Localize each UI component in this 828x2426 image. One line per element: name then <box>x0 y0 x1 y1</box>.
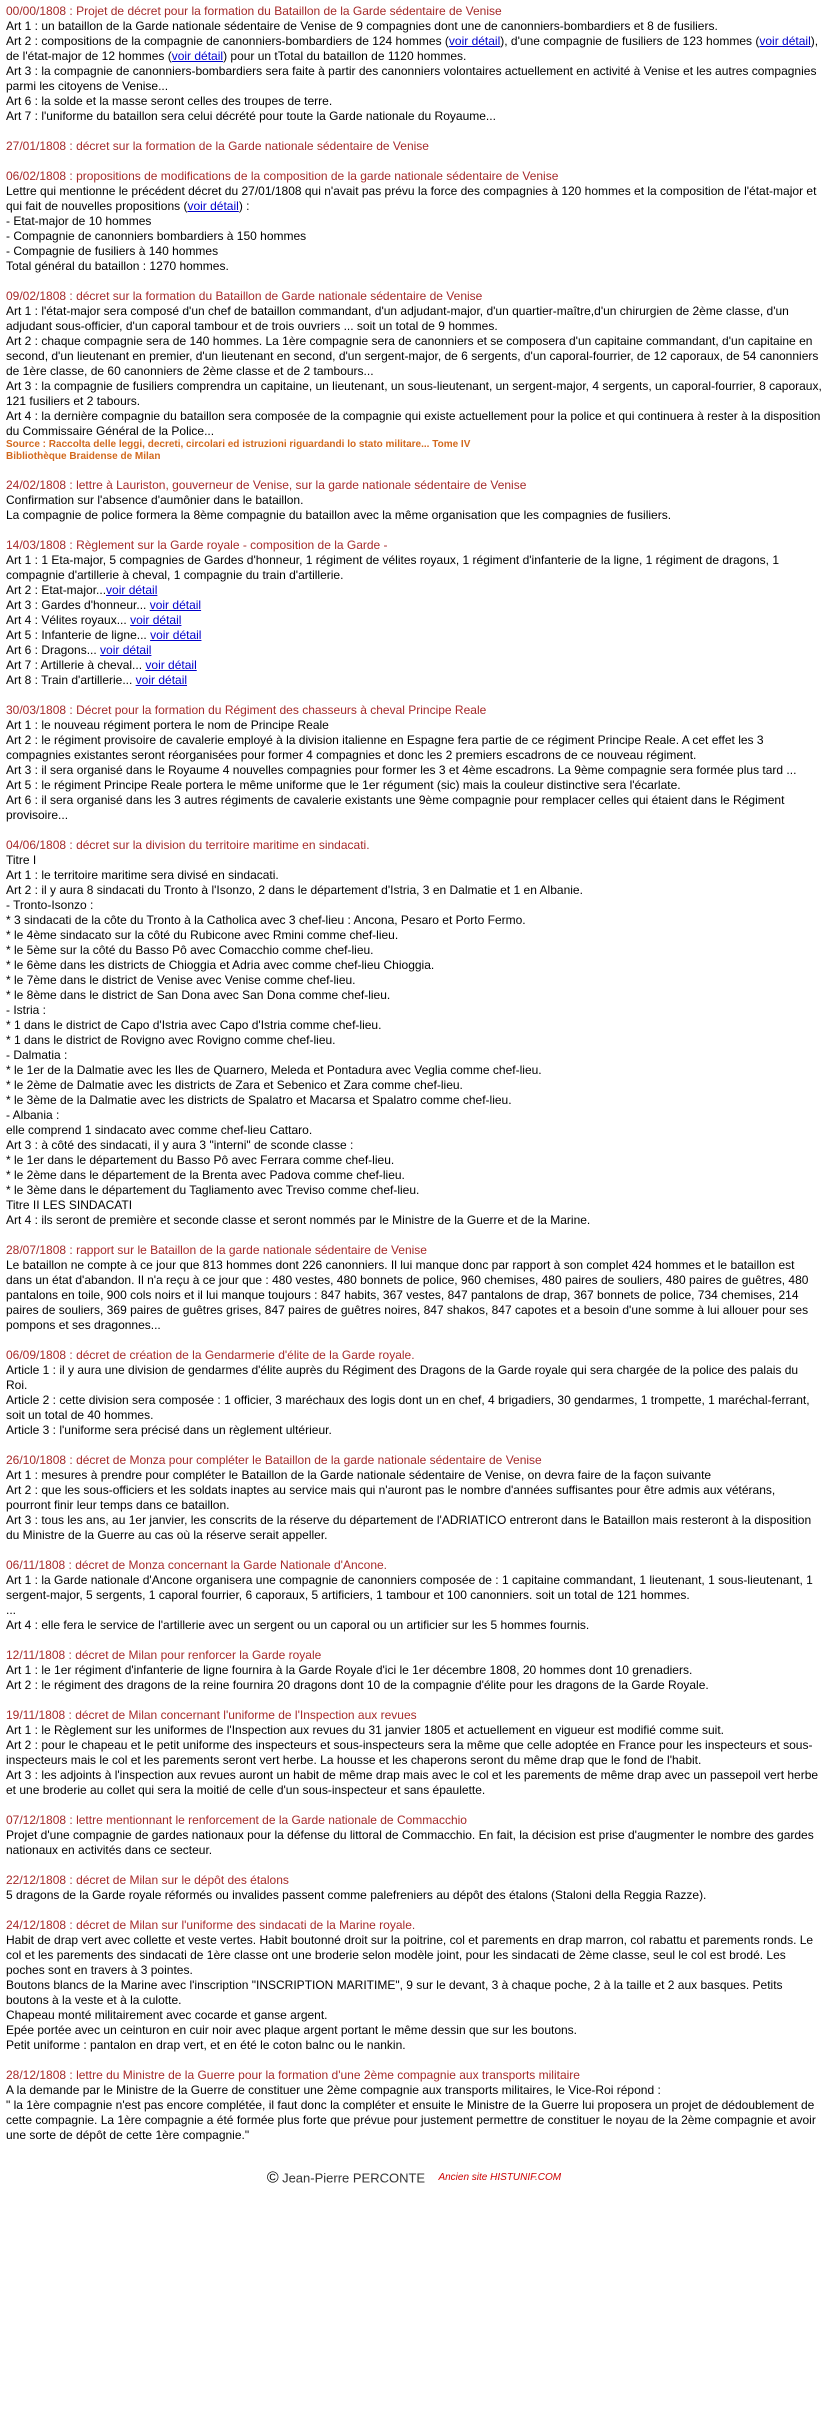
entry-line: * le 4ème sindacato sur la côté du Rubicone avec Rmini comme chef-lieu. <box>6 928 399 942</box>
entry-line: ... <box>6 1603 17 1617</box>
entry-date: 22/12/1808 <box>6 1873 67 1887</box>
line-segment: Art 3 : Gardes d'honneur... <box>6 598 150 612</box>
entry-line: Art 4 : elle fera le service de l'artillerie avec un sergent ou un caporal ou un artificier sur les 5 hommes fournis. <box>6 1618 590 1632</box>
entry-date: 06/11/1808 <box>6 1558 66 1572</box>
entry-line: Art 3 : les adjoints à l'inspection aux revues auront un habit de même drap mais avec le col et les parements de même drap avec un passepoil vert herbe et une broderie au collet qui sera la moitié de celle d'un sous-inspecteur et sans épaulette. <box>6 1768 819 1797</box>
entry-title-text: rapport sur le Bataillon de la garde nationale sédentaire de Venise <box>76 1243 427 1257</box>
entry-line: " la 1ère compagnie n'est pas encore complétée, il faut donc la compléter et ensuite le Ministre de la Guerre lui proposera un projet de dédoublement de cette compagnie. La 1ère compagnie a été formée plus forte que prévue pour justement permettre de constituer le noyau de la 2ème compagnie et avoir une sorte de dépôt de cette 1ère compagnie." <box>6 2098 816 2142</box>
decree-entry <box>6 838 822 1228</box>
decree-entry <box>6 478 822 523</box>
title-separator: : <box>66 1348 77 1362</box>
decree-entry <box>6 1348 822 1438</box>
entry-title <box>6 169 822 184</box>
entry-line: - Etat-major de 10 hommes <box>6 214 152 228</box>
entry-line: Art 2 : chaque compagnie sera de 140 hommes. La 1ère compagnie sera de canonniers et se composera d'un capitaine commandant, d'un capitaine en second, d'un lieutenant en premier, d'un lieutenant en second, d'un sergent-major, de 6 sergents, d'un caporal-fourrier, de 12 caporaux, de 54 canonniers de 1ère classe, de 60 canonniers de 2ème classe et de 2 tambours... <box>6 334 819 378</box>
entry-date: 30/03/1808 <box>6 703 67 717</box>
line-segment: Art 4 : Vélites royaux... <box>6 613 131 627</box>
entry-line: Petit uniforme : pantalon en drap vert, et en été le coton balnc ou le nankin. <box>6 2038 406 2052</box>
entry-line: Art 4 : la dernière compagnie du bataillon sera composée de la compagnie qui existe actuellement pour la police et qui continuera à rester à la disposition du Commissaire Général de la Police... <box>6 409 821 438</box>
entry-line: Art 7 : l'uniforme du bataillon sera celui décrété pour toute la Garde nationale du Royaume... <box>6 109 496 123</box>
line-segment: Art 8 : Train d'artillerie... <box>6 673 136 687</box>
decree-entry <box>6 703 822 823</box>
entry-line: Article 3 : l'uniforme sera précisé dans un règlement ultérieur. <box>6 1423 332 1437</box>
title-separator: : <box>66 703 77 717</box>
entry-line: Art 1 : 1 Eta-major, 5 compagnies de Gardes d'honneur, 1 régiment de vélites royaux, 1 régiment d'infanterie de la ligne, 1 régiment de dragons, 1 compagnie d'artillerie à cheval, 1 compagnie du train d'artillerie. <box>6 553 780 582</box>
entry-line: Art 1 : l'état-major sera composé d'un chef de bataillon commandant, d'un adjudant-major, d'un quartier-maître,d'un chirurgien de 2ème classe, d'un adjudant sous-officier, d'un caporal tambour et de trois ouvriers ... soit un total de 9 hommes. <box>6 304 789 333</box>
entry-line: - Albania : <box>6 1108 60 1122</box>
entry-line: 5 dragons de la Garde royale réformés ou invalides passent comme palefreniers au dépôt des étalons (Staloni della Reggia Razze). <box>6 1888 707 1902</box>
entry-title <box>6 1243 822 1258</box>
line-segment: Art 7 : Artillerie à cheval... <box>6 658 146 672</box>
entry-date: 24/12/1808 <box>6 1918 67 1932</box>
line-segment: Art 2 : Etat-major... <box>6 583 107 597</box>
voir-detail-link[interactable]: voir détail <box>106 583 158 597</box>
title-separator: : <box>66 169 77 183</box>
entry-line: Art 3 : il sera organisé dans le Royaume 4 nouvelles compagnies pour former les 3 et 4ème escadrons. La 9ème compagnie sera formée plus tard ... <box>6 763 797 777</box>
entry-line: Titre II LES SINDACATI <box>6 1198 133 1212</box>
entry-line: * le 3ème dans le département du Tagliamento avec Treviso comme chef-lieu. <box>6 1183 420 1197</box>
entry-line: * 1 dans le district de Rovigno avec Rovigno comme chef-lieu. <box>6 1033 336 1047</box>
entry-title <box>6 538 822 553</box>
decree-entry <box>6 169 822 274</box>
entry-date: 27/01/1808 <box>6 139 67 153</box>
entry-title-text: décret de Monza concernant la Garde Nationale d'Ancone. <box>75 1558 388 1572</box>
entry-title-text: Projet de décret pour la formation du Bataillon de la Garde sédentaire de Venise <box>76 4 502 18</box>
entry-title <box>6 1558 822 1573</box>
voir-detail-link[interactable]: voir détail <box>130 613 182 627</box>
entry-title-text: lettre à Lauriston, gouverneur de Venise, sur la garde nationale sédentaire de Venise <box>76 478 527 492</box>
decree-entry <box>6 538 822 688</box>
entry-title <box>6 703 822 718</box>
entry-date: 28/12/1808 <box>6 2068 67 2082</box>
entry-line: - Compagnie de fusiliers à 140 hommes <box>6 244 219 258</box>
entry-title-text: décret de Milan concernant l'uniforme de l'Inspection aux revues <box>75 1708 417 1722</box>
entry-line: Art 1 : la Garde nationale d'Ancone organisera une compagnie de canonniers composée de : 1 capitaine commandant, 1 lieutenant, 1 sous-lieutenant, 1 sergent-major, 5 sergents, 1 caporal fourrier, 6 caporaux, 5 artificiers, 1 tambour et 100 canonniers. soit un total de 121 hommes. <box>6 1573 813 1602</box>
entry-title <box>6 1873 822 1888</box>
line-segment: ) pour un tTotal du bataillon de 1120 hommes. <box>223 49 467 63</box>
source-note: Source : Raccolta delle leggi, decreti, circolari ed istruzioni riguardandi lo stato militare... Tome IV <box>6 439 471 450</box>
entry-line: Art 6 : la solde et la masse seront celles des troupes de terre. <box>6 94 333 108</box>
line-segment: ), de l'état-major de 12 hommes ( <box>6 34 819 63</box>
voir-detail-link[interactable]: voir détail <box>171 49 224 63</box>
entry-title-text: décret de création de la Gendarmerie d'élite de la Garde royale. <box>76 1348 415 1362</box>
title-separator: : <box>65 1648 76 1662</box>
title-separator: : <box>66 1813 77 1827</box>
entry-line: Article 2 : cette division sera composée : 1 officier, 3 maréchaux des logis dont un en chef, 4 brigadiers, 30 gendarmes, 1 trompette, 1 maréchal-ferrant, soit un total de 40 hommes. <box>6 1393 810 1422</box>
entry-line: Art 2 : que les sous-officiers et les soldats inaptes au service mais qui n'auront pas le nombre d'années suffisantes pour être admis aux vétérans, pourront finir leur temps dans ce bataillon. <box>6 1483 776 1512</box>
entry-title <box>6 289 822 304</box>
entry-line: Art 1 : le territoire maritime sera divisé en sindacati. <box>6 868 279 882</box>
entry-line: Art 3 : tous les ans, au 1er janvier, les conscrits de la réserve du département de l'ADRIATICO entreront dans le Bataillon mais resteront à la disposition du Ministre de la Guerre au cas où la réserve serait appeller. <box>6 1513 812 1542</box>
entry-line: Article 1 : il y aura une division de gendarmes d'élite auprès du Régiment des Dragons de la Garde royale qui sera chargée de la police des palais du Roi. <box>6 1363 799 1392</box>
entry-line <box>6 613 822 628</box>
entry-date: 28/07/1808 <box>6 1243 67 1257</box>
line-segment: Art 5 : Infanterie de ligne... <box>6 628 151 642</box>
title-separator: : <box>66 2068 77 2082</box>
entry-line: Boutons blancs de la Marine avec l'inscription "INSCRIPTION MARITIME", 9 sur le devant, 3 à chaque poche, 2 à la taille et 2 aux basques. Petits boutons à la veste et à la culotte. <box>6 1978 783 2007</box>
entry-line: Confirmation sur l'absence d'aumônier dans le bataillon. <box>6 493 304 507</box>
decree-entry <box>6 1243 822 1333</box>
entry-line <box>6 628 822 643</box>
entry-line: Art 5 : le régiment Principe Reale portera le même uniforme que le 1er régument (sic) mais la couleur distinctive sera l'écarlate. <box>6 778 681 792</box>
decree-entry <box>6 1648 822 1693</box>
entry-line: * le 5ème sur la côté du Basso Pô avec Comacchio comme chef-lieu. <box>6 943 374 957</box>
voir-detail-link[interactable]: voir détail <box>150 628 202 642</box>
entry-title-text: Décret pour la formation du Régiment des chasseurs à cheval Principe Reale <box>76 703 487 717</box>
decree-entry <box>6 4 822 124</box>
title-separator: : <box>65 1558 76 1572</box>
entry-line <box>6 184 822 214</box>
line-segment: ) : <box>238 199 250 213</box>
entry-date: 24/02/1808 <box>6 478 67 492</box>
entry-date: 04/06/1808 <box>6 838 67 852</box>
entry-line: * le 8ème dans le district de San Dona avec San Dona comme chef-lieu. <box>6 988 391 1002</box>
line-segment: Art 6 : Dragons... <box>6 643 101 657</box>
entry-line: Chapeau monté militairement avec cocarde et ganse argent. <box>6 2008 328 2022</box>
entry-title-text: décret de Milan sur l'uniforme des sindacati de la Marine royale. <box>76 1918 416 1932</box>
decree-entry <box>6 1708 822 1798</box>
entry-line <box>6 583 822 598</box>
voir-detail-link[interactable]: voir détail <box>187 199 239 213</box>
entry-line: Art 4 : ils seront de première et seconde classe et seront nommés par le Ministre de la Guerre et de la Marine. <box>6 1213 591 1227</box>
entry-line <box>6 598 822 613</box>
entry-title-text: lettre mentionnant le renforcement de la Garde nationale de Commacchio <box>76 1813 467 1827</box>
entry-line: * 1 dans le district de Capo d'Istria avec Capo d'Istria comme chef-lieu. <box>6 1018 382 1032</box>
entry-title <box>6 1708 822 1723</box>
entry-date: 19/11/1808 <box>6 1708 66 1722</box>
entry-line: * le 1er de la Dalmatie avec les Iles de Quarnero, Meleda et Pontadura avec Veglia comme chef-lieu. <box>6 1063 542 1077</box>
entry-date: 00/00/1808 <box>6 4 67 18</box>
entry-title-text: décret sur la formation de la Garde nationale sédentaire de Venise <box>76 139 429 153</box>
entry-line: Projet d'une compagnie de gardes nationaux pour la défense du littoral de Commacchio. En fait, la décision est prise d'augmenter le nombre des gardes nationaux en activités dans ce secteur. <box>6 1828 814 1857</box>
entry-line: - Dalmatia : <box>6 1048 68 1062</box>
entry-title-text: lettre du Ministre de la Guerre pour la formation d'une 2ème compagnie aux transports militaire <box>76 2068 580 2082</box>
decree-entry <box>6 1873 822 1903</box>
entry-date: 12/11/1808 <box>6 1648 66 1662</box>
voir-detail-link[interactable]: voir détail <box>145 658 197 672</box>
footer-author: Jean-Pierre PERCONTE <box>282 2170 426 2186</box>
entry-line: - Istria : <box>6 1003 47 1017</box>
entry-title-text: décret sur la division du territoire maritime en sindacati. <box>76 838 370 852</box>
entry-date: 06/09/1808 <box>6 1348 67 1362</box>
entry-title <box>6 1648 822 1663</box>
entry-line <box>6 34 822 64</box>
decree-entry <box>6 1813 822 1858</box>
entry-line: * le 2ème dans le département de la Brenta avec Padova comme chef-lieu. <box>6 1168 405 1182</box>
entry-line: Art 2 : le régiment provisoire de cavalerie employé à la division italienne en Espagne fera partie de ce régiment Principe Reale. A cet effet les 3 compagnies existantes seront réorganisées pour former 4 compagnies et donc les 2 premiers escadrons de ce nouveau régiment. <box>6 733 764 762</box>
voir-detail-link[interactable]: voir détail <box>448 34 501 48</box>
entry-line: Titre I <box>6 853 37 867</box>
entry-line: Art 6 : il sera organisé dans les 3 autres régiments de cavalerie existants une 9ème compagnie pour remplacer celles qui étaient dans le Régiment provisoire... <box>6 793 785 822</box>
entry-line <box>6 643 822 658</box>
source-note: Bibliothèque Braidense de Milan <box>6 451 161 462</box>
voir-detail-link[interactable]: voir détail <box>100 643 152 657</box>
entry-line: Art 1 : un bataillon de la Garde nationale sédentaire de Venise de 9 compagnies dont une de canonniers-bombardiers et 8 de fusiliers. <box>6 19 718 33</box>
entry-title <box>6 1813 822 1828</box>
title-separator: : <box>66 139 77 153</box>
entry-title <box>6 1918 822 1933</box>
entry-line: Art 1 : le nouveau régiment portera le nom de Principe Reale <box>6 718 329 732</box>
decree-entry <box>6 1558 822 1633</box>
entry-title <box>6 2068 822 2083</box>
entry-title <box>6 478 822 493</box>
entry-title-text: décret de Monza pour compléter le Bataillon de la garde nationale sédentaire de Venise <box>76 1453 542 1467</box>
entry-line: A la demande par le Ministre de la Guerre de constituer une 2ème compagnie aux transports militaires, le Vice-Roi répond : <box>6 2083 661 2097</box>
entry-date: 07/12/1808 <box>6 1813 67 1827</box>
entry-title-text: décret sur la formation du Bataillon de Garde nationale sédentaire de Venise <box>76 289 483 303</box>
entry-title <box>6 139 822 154</box>
voir-detail-link[interactable]: voir détail <box>135 673 188 687</box>
entry-title-text: propositions de modifications de la composition de la garde nationale sédentaire de Venise <box>76 169 559 183</box>
entry-line: Art 2 : le régiment des dragons de la reine fournira 20 dragons dont 10 de la compagnie d'élite pour les dragons de la Garde Royale. <box>6 1678 709 1692</box>
entry-line: Habit de drap vert avec collette et veste vertes. Habit boutonné droit sur la poitrine, col et parements en drap marron, col rabattu et parements ronds. Le col et les parements des sindacati de 1ère classe ont une broderie selon modèle joint, pour les sindacati de 2ème classe, seul le col est brodé. Les poches sont en travers à 3 pointes. <box>6 1933 814 1977</box>
entry-title <box>6 1348 822 1363</box>
entry-line: - Compagnie de canonniers bombardiers à 150 hommes <box>6 229 307 243</box>
entry-line <box>6 658 822 673</box>
title-separator: : <box>66 1453 77 1467</box>
decree-entry <box>6 289 822 463</box>
entry-line: La compagnie de police formera la 8ème compagnie du bataillon avec la même organisation que les compagnies de fusiliers. <box>6 508 672 522</box>
decree-entry <box>6 1453 822 1543</box>
decree-entry <box>6 139 822 154</box>
entry-line: Art 1 : le 1er régiment d'infanterie de ligne fournira à la Garde Royale d'ici le 1er décembre 1808, 20 hommes dont 10 grenadiers. <box>6 1663 693 1677</box>
entry-line: Total général du bataillon : 1270 hommes. <box>6 259 229 273</box>
entry-line: * le 7ème dans le district de Venise avec Venise comme chef-lieu. <box>6 973 356 987</box>
entry-line: Art 1 : le Règlement sur les uniformes de l'Inspection aux revues du 31 janvier 1805 et actuellement en vigueur est modifié comme suit. <box>6 1723 724 1737</box>
entry-line <box>6 673 822 688</box>
title-separator: : <box>66 538 77 552</box>
entry-title <box>6 1453 822 1468</box>
entry-line: * le 6ème dans les districts de Chioggia et Adria avec comme chef-lieu Chioggia. <box>6 958 435 972</box>
decree-entry <box>6 1918 822 2053</box>
footer-site-link[interactable]: Ancien site HISTUNIF.COM <box>438 2172 562 2184</box>
entry-line: Epée portée avec un ceinturon en cuir noir avec plaque argent portant le même dessin que sur les boutons. <box>6 2023 578 2037</box>
voir-detail-link[interactable]: voir détail <box>759 34 811 48</box>
entry-line: Art 2 : il y aura 8 sindacati du Tronto à l'Isonzo, 2 dans le département d'Istria, 3 en Dalmatie et 1 en Albanie. <box>6 883 583 897</box>
title-separator: : <box>66 4 77 18</box>
title-separator: : <box>66 1243 77 1257</box>
entry-line: Art 1 : mesures à prendre pour compléter le Bataillon de la Garde nationale sédentaire de Venise, on devra faire de la façon suivante <box>6 1468 712 1482</box>
entry-line: * 3 sindacati de la côte du Tronto à la Catholica avec 3 chef-lieu : Ancona, Pesaro et Porto Fermo. <box>6 913 526 927</box>
entry-line: * le 1er dans le département du Basso Pô avec Ferrara comme chef-lieu. <box>6 1153 395 1167</box>
entry-date: 09/02/1808 <box>6 289 67 303</box>
entry-line: Art 2 : pour le chapeau et le petit uniforme des inspecteurs et sous-inspecteurs sera la même que celle adoptée en France pour les inspecteurs et sous-inspecteurs mais le col et les parements seront vert herbe. La housse et les chaperons seront du même drap que le fond de l'habit. <box>6 1738 813 1767</box>
entry-line: Art 3 : la compagnie de fusiliers comprendra un capitaine, un lieutenant, un sous-lieutenant, un sergent-major, 4 sergents, un caporal-fourrier, 8 caporaux, 121 fusiliers et 2 tabours. <box>6 379 822 408</box>
entry-date: 26/10/1808 <box>6 1453 67 1467</box>
entry-line: Art 3 : à côté des sindacati, il y aura 3 "interni" de sconde classe : <box>6 1138 354 1152</box>
title-separator: : <box>65 1708 76 1722</box>
entry-title-text: décret de Milan pour renforcer la Garde royale <box>75 1648 322 1662</box>
entry-date: 14/03/1808 <box>6 538 67 552</box>
entry-line: - Tronto-Isonzo : <box>6 898 94 912</box>
line-segment: Lettre qui mentionne le précédent décret du 27/01/1808 qui n'avait pas prévu la force des compagnies à 120 hommes et la composition de l'état-major et qui fait de nouvelles propositions ( <box>6 184 817 213</box>
title-separator: : <box>66 1918 77 1932</box>
line-segment: ), d'une compagnie de fusiliers de 123 hommes ( <box>500 34 760 48</box>
entry-line: Art 3 : la compagnie de canonniers-bombardiers sera faite à partir des canonniers volontaires actuellement en activité à Venise et les autres compagnies parmi les citoyens de Venise... <box>6 64 817 93</box>
entry-line: elle comprend 1 sindacato avec comme chef-lieu Cattaro. <box>6 1123 313 1137</box>
entry-title <box>6 838 822 853</box>
entry-line: * le 2ème de Dalmatie avec les districts de Zara et Sebenico et Zara comme chef-lieu. <box>6 1078 463 1092</box>
entry-title <box>6 4 822 19</box>
entry-title-text: décret de Milan sur le dépôt des étalons <box>76 1873 289 1887</box>
title-separator: : <box>66 1873 77 1887</box>
copyright-symbol: © <box>266 2169 279 2187</box>
title-separator: : <box>66 478 77 492</box>
line-segment: Art 2 : compositions de la compagnie de canonniers-bombardiers de 124 hommes ( <box>6 34 449 48</box>
title-separator: : <box>66 289 77 303</box>
entry-line: * le 3ème de la Dalmatie avec les districts de Spalatro et Macarsa et Spalatro comme chef-lieu. <box>6 1093 512 1107</box>
entry-date: 06/02/1808 <box>6 169 67 183</box>
entry-title-text: Règlement sur la Garde royale - composition de la Garde - <box>76 538 388 552</box>
decree-entry <box>6 2068 822 2143</box>
title-separator: : <box>66 838 77 852</box>
entry-line: Le bataillon ne compte à ce jour que 813 hommes dont 226 canonniers. Il lui manque donc par rapport à son complet 424 hommes et le bataillon est dans un état d'abandon. Il n'a reçu à ce jour que : 480 vestes, 480 bonnets de police, 960 chemises, 480 paires de souliers, 480 paires de guêtres, 480 pantalons en toile, 900 cols noirs et il lui manque toujours : 847 habits, 367 vestes, 847 pantalons de drap, 367 bonnets de police, 734 chemises, 214 paires de souliers, 369 paires de guêtres grises, 847 paires de guêtres noires, 847 shakos, 847 capotes et a besoin d'une somme à lui allouer pour ses pompons et ses dragonnes... <box>6 1258 809 1332</box>
page-footer <box>0 2158 828 2205</box>
voir-detail-link[interactable]: voir détail <box>149 598 202 612</box>
